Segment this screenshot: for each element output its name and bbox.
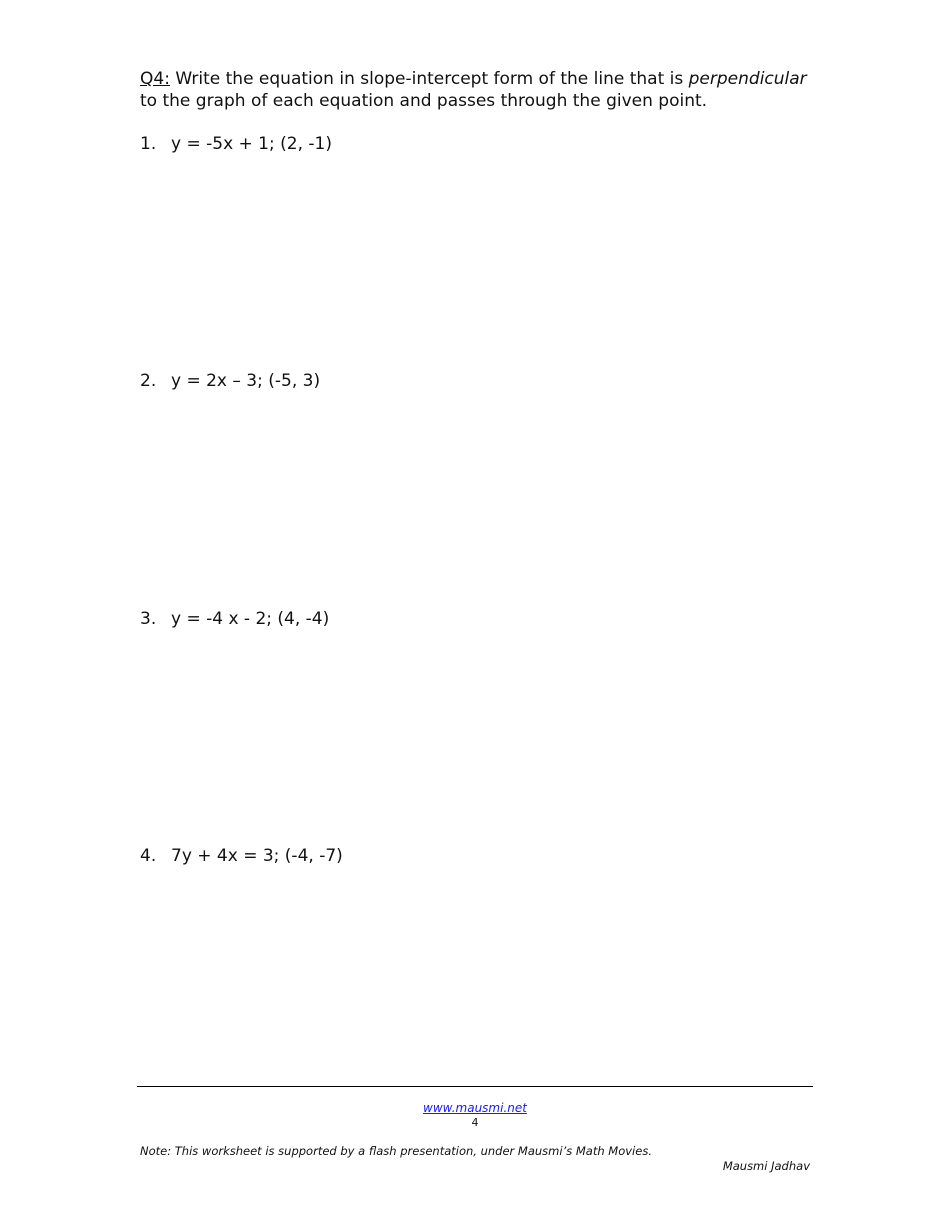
website-link[interactable]: www.mausmi.net [423, 1101, 527, 1115]
problem-number: 3. [140, 609, 157, 629]
problem-number: 2. [140, 371, 157, 391]
problem-2 [140, 370, 320, 392]
question-emphasis: perpendicular [688, 69, 807, 89]
footer-divider [137, 1086, 813, 1087]
problem-equation: y = 2x – 3; (-5, 3) [171, 371, 321, 391]
question-label: Q4: [140, 69, 170, 89]
footer-link-row [0, 1101, 950, 1115]
problem-3 [140, 608, 329, 630]
problem-equation: y = -5x + 1; (2, -1) [171, 134, 332, 154]
problem-4 [140, 845, 343, 867]
question-text-before: Write the equation in slope-intercept form of the line that is [169, 69, 689, 89]
footer-note: Note: This worksheet is supported by a flash presentation, under Mausmi’s Math Movies. [140, 1144, 652, 1158]
problem-1 [140, 133, 332, 155]
question-instructions [140, 68, 820, 112]
footer-author: Mausmi Jadhav [722, 1159, 810, 1173]
problem-number: 4. [140, 846, 157, 866]
page-number: 4 [471, 1116, 479, 1129]
question-text-after: to the graph of each equation and passes through the given point. [140, 91, 708, 111]
problem-equation: y = -4 x - 2; (4, -4) [171, 609, 330, 629]
problem-number: 1. [140, 134, 157, 154]
problem-equation: 7y + 4x = 3; (-4, -7) [171, 846, 343, 866]
